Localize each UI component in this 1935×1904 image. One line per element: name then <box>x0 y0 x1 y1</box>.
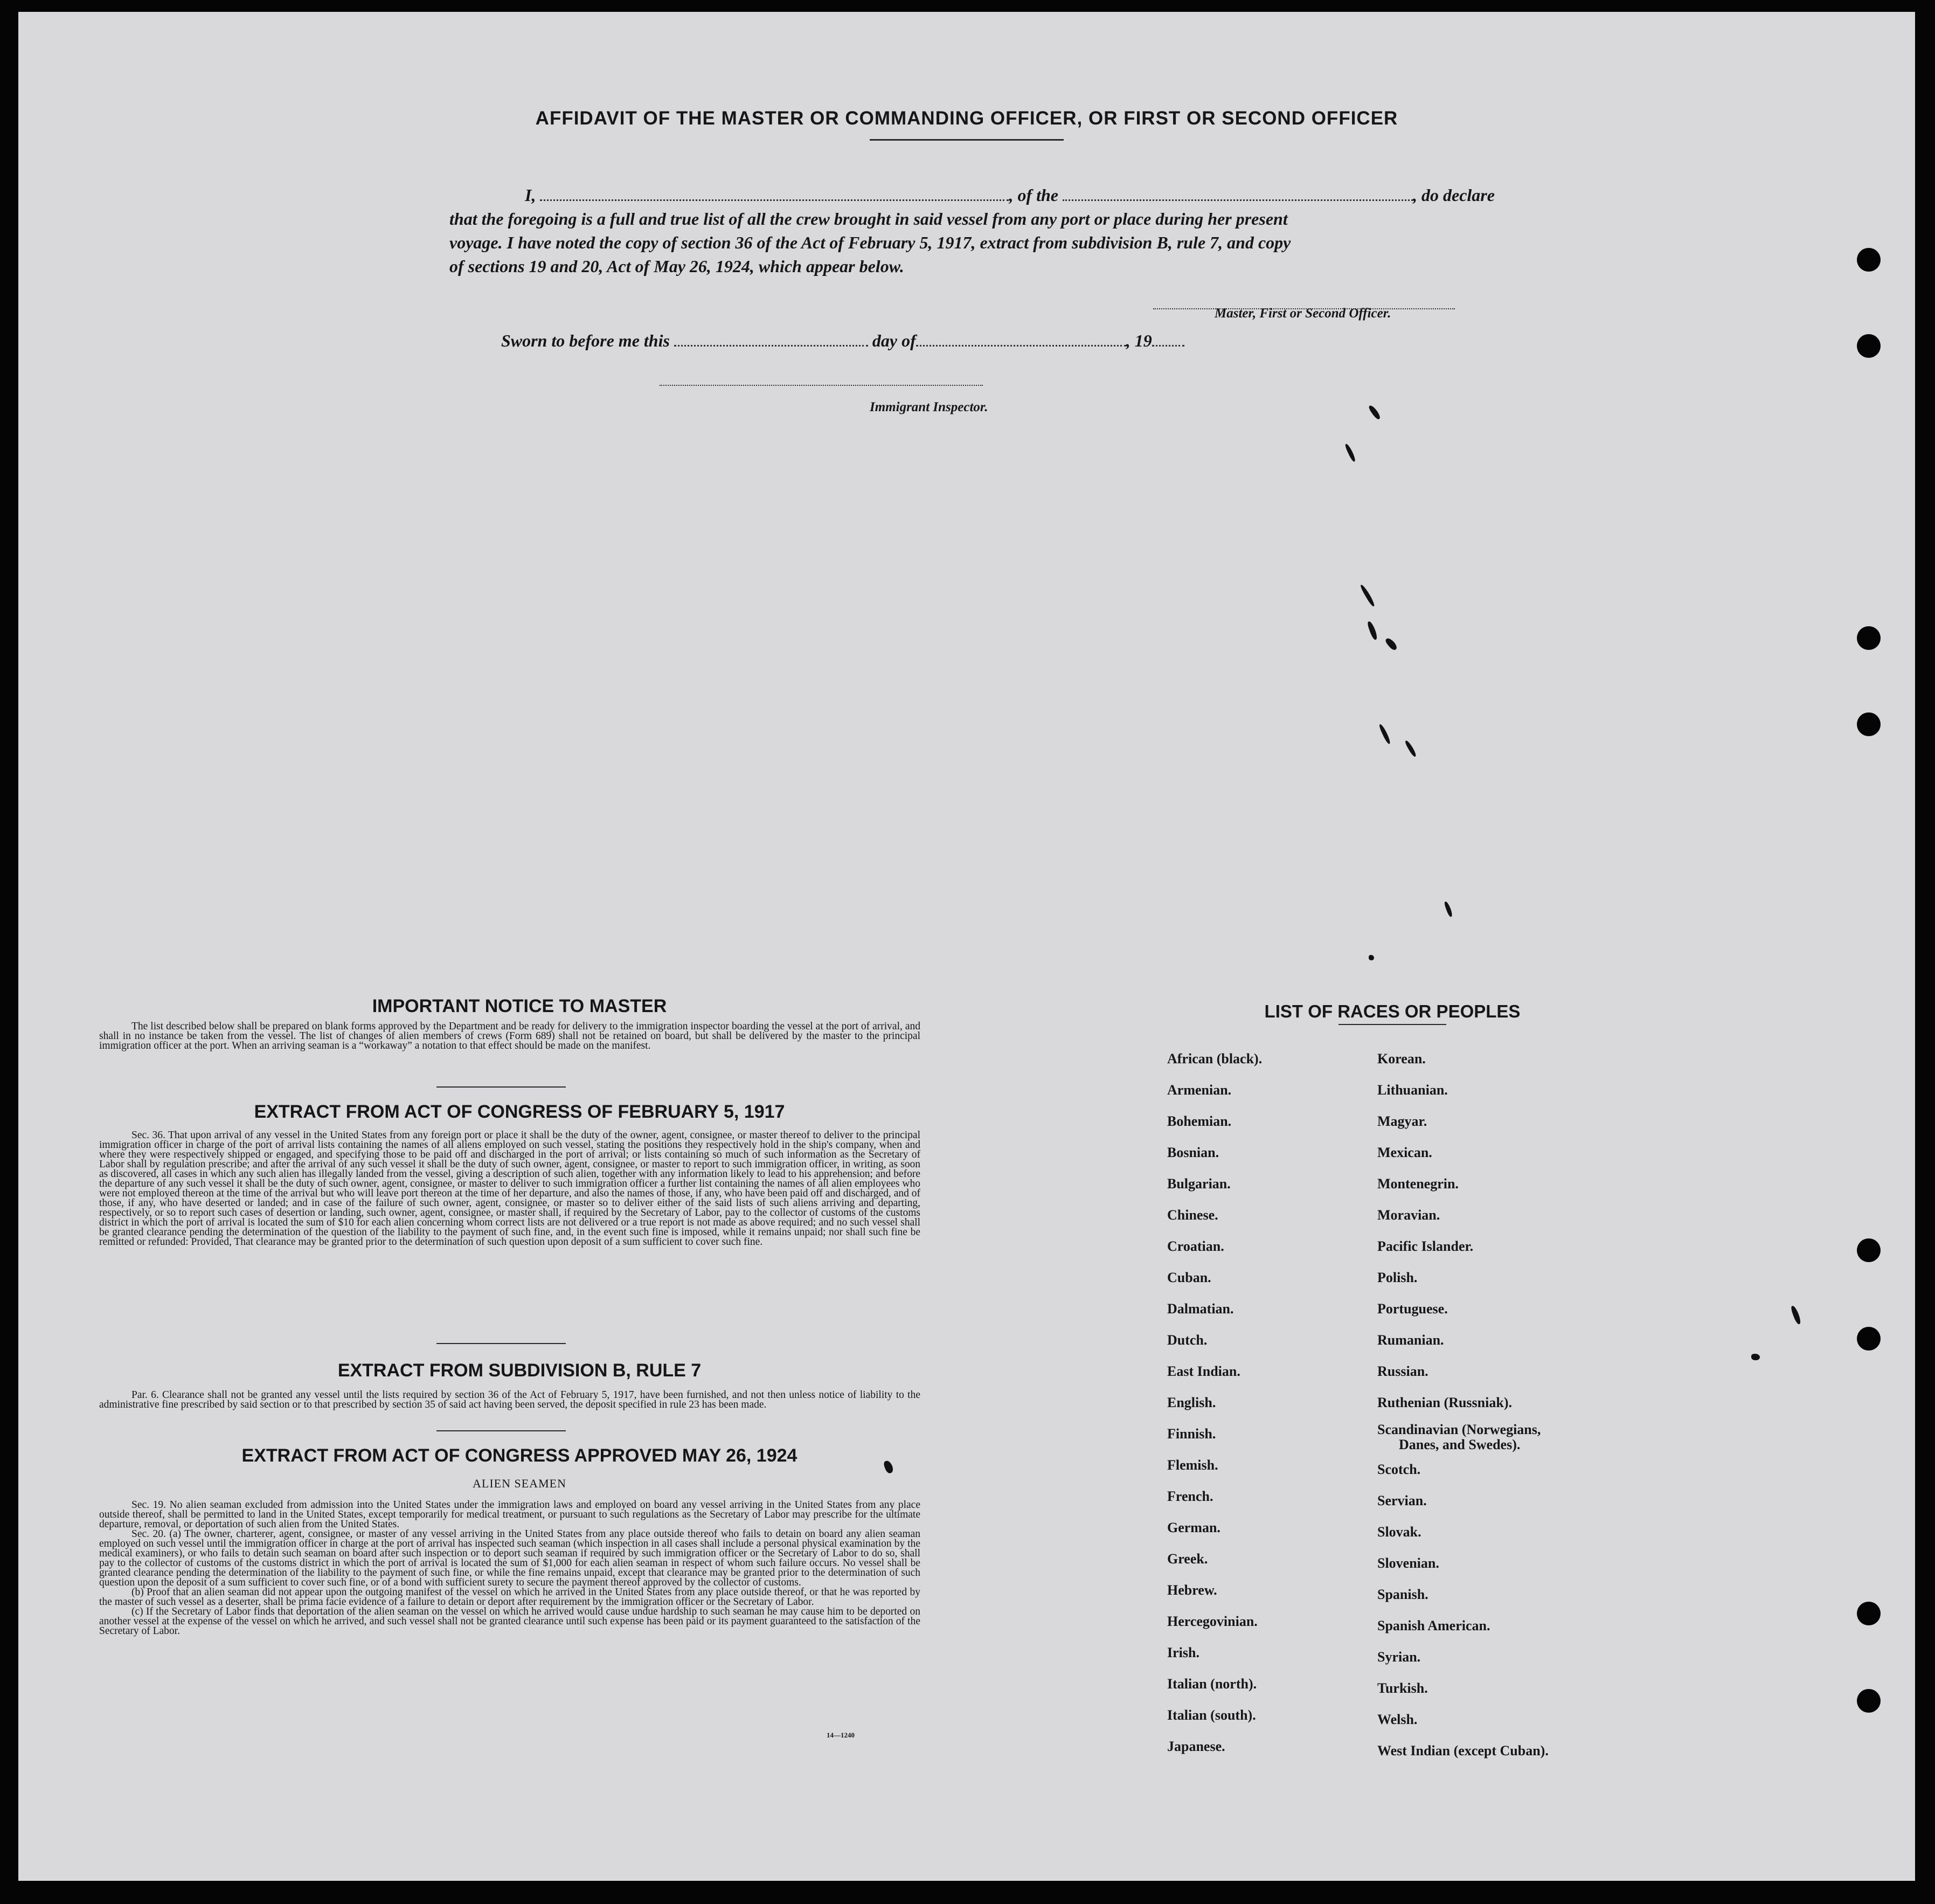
ink-mark <box>1368 404 1381 420</box>
section-20a-text: Sec. 20. (a) The owner, charterer, agent, consignee, or master of any vessel arriving in the United States from any place outside thereof who fails to detain on board any alien seaman employed on such vessel until the immigration officer in charge at the port of arrival has inspected such seaman (which inspection in all cases shall include a personal physical examination by the medical examiners), or who fails to detain such seaman on board after such inspection or to deport such seaman if required by such immigration officer or the Secretary of Labor to do so, shall pay to the collector of customs of the customs district in which the port of arrival is located the sum of $1,000 for each alien seaman in respect of whom such failure occurs. No vessel shall be granted clearance pending the determination of the liability to the payment of such fine, or while the fine remains unpaid, except that clearance may be granted prior to the determination of such question upon the deposit of a sum sufficient to cover such fine, or of a bond with sufficient surety to secure the payment thereof approved by the collector of customs. <box>99 1528 920 1588</box>
race-item: Flemish. <box>1167 1457 1218 1473</box>
vessel-blank <box>1063 185 1413 201</box>
alien-seamen-subtitle: ALIEN SEAMEN <box>473 1477 566 1490</box>
inspector-label: Immigrant Inspector. <box>870 400 988 414</box>
race-item: Cuban. <box>1167 1270 1211 1285</box>
race-item: Spanish American. <box>1377 1618 1490 1633</box>
race-item: Italian (north). <box>1167 1676 1257 1692</box>
section-divider <box>436 1343 566 1344</box>
ink-mark <box>1444 901 1453 918</box>
race-item: Chinese. <box>1167 1207 1218 1223</box>
extract-1917-body <box>99 1131 920 1247</box>
sworn-mid: day of <box>872 331 916 350</box>
race-item: Armenian. <box>1167 1082 1232 1098</box>
race-item: Mexican. <box>1377 1145 1432 1160</box>
ink-mark <box>1790 1305 1802 1325</box>
race-item: Hebrew. <box>1167 1582 1217 1598</box>
extract-rule7-title: EXTRACT FROM SUBDIVISION B, RULE 7 <box>337 1360 702 1381</box>
race-item: Hercegovinian. <box>1167 1614 1258 1629</box>
sworn-year: , 19 <box>1126 331 1152 350</box>
ink-mark <box>1384 636 1398 652</box>
race-item: Spanish. <box>1377 1587 1428 1602</box>
race-item-continuation: Danes, and Swedes). <box>1399 1437 1521 1452</box>
ink-mark <box>1360 584 1376 607</box>
ink-mark <box>1369 955 1374 960</box>
race-item: Slovak. <box>1377 1524 1421 1540</box>
ink-mark <box>1751 1354 1760 1360</box>
section-20c-text: (c) If the Secretary of Labor finds that deportation of the alien seaman on the vessel on which he arrived would cause undue hardship to such seaman he may cause him to be deported on another vessel at the expense of the vessel on which he arrived, and such vessel shall not be granted clearance until such expense has been paid or its payment guaranteed to the satisfaction of the Secretary of Labor. <box>99 1606 920 1637</box>
race-item: Italian (south). <box>1167 1707 1256 1723</box>
inspector-signature-line <box>660 384 983 386</box>
race-item: Bulgarian. <box>1167 1176 1231 1192</box>
race-item: African (black). <box>1167 1051 1263 1067</box>
affidavit-line-4: of sections 19 and 20, Act of May 26, 1924, which appear below. <box>449 257 904 276</box>
race-item: Welsh. <box>1377 1712 1418 1727</box>
extract-1924-title: EXTRACT FROM ACT OF CONGRESS APPROVED MAY 26, 1924 <box>241 1445 797 1466</box>
binder-hole <box>1857 626 1881 650</box>
race-item: Rumanian. <box>1377 1332 1444 1348</box>
race-item: Ruthenian (Russniak). <box>1377 1395 1512 1410</box>
ink-mark <box>1367 620 1378 640</box>
binder-hole <box>1857 1602 1881 1625</box>
races-title: LIST OF RACES OR PEOPLES <box>1264 1001 1521 1021</box>
race-item: Montenegrin. <box>1377 1176 1459 1192</box>
ink-mark <box>1378 723 1391 745</box>
race-item: Portuguese. <box>1377 1301 1448 1317</box>
affidavit-line-1 <box>449 183 1516 207</box>
title-underline <box>870 139 1064 141</box>
race-item: Croatian. <box>1167 1238 1224 1254</box>
race-item: Japanese. <box>1167 1739 1225 1754</box>
section-19-text: Sec. 19. No alien seaman excluded from admission into the United States under the immigration laws and employed on board any vessel arriving in the United States from any place outside thereof, shall be permitted to land in the United States, except temporarily for medical treatment, or pursuant to such regulations as the Secretary of Labor may prescribe for the ultimate departure, removal, or deportation of such alien from the United States. <box>99 1499 920 1530</box>
rule-7-text: Par. 6. Clearance shall not be granted any vessel until the lists required by section 36 of the Act of February 5, 1917, have been furnished, and not then unless notice of liability to the administrative fine prescribed by said section or to that prescribed by section 35 of said act having been served, the deposit specified in rule 23 has been made. <box>99 1389 920 1410</box>
affidavit-title: AFFIDAVIT OF THE MASTER OR COMMANDING OFFICER, OR FIRST OR SECOND OFFICER <box>535 108 1398 129</box>
binder-hole <box>1857 248 1881 272</box>
notice-text: The list described below shall be prepared on blank forms approved by the Department and be ready for delivery to the immigration inspector boarding the vessel at the port of arrival, and shall in no instance be taken from the vessel. The list of changes of alien members of crews (Form 689) shall not be retained on board, but shall be delivered by the master to the principal immigration officer at the port. When an arriving seaman is a “workaway” a notation to that effect should be made on the manifest. <box>99 1021 920 1051</box>
race-item: Syrian. <box>1377 1649 1421 1665</box>
form-number: 14—1240 <box>827 1731 855 1739</box>
sworn-start: Sworn to before me this <box>501 331 670 350</box>
affidavit-line-1-start: I, <box>525 185 536 205</box>
race-item: Greek. <box>1167 1551 1208 1567</box>
sworn-year-blank <box>1152 331 1184 347</box>
race-item: East Indian. <box>1167 1363 1240 1379</box>
binder-hole <box>1857 712 1881 736</box>
affidavit-line-1-end: , do declare <box>1413 185 1495 205</box>
race-item: Dalmatian. <box>1167 1301 1234 1317</box>
race-item: Servian. <box>1377 1493 1427 1508</box>
ink-mark <box>1404 739 1417 757</box>
extract-rule7-body <box>99 1390 920 1410</box>
binder-hole <box>1857 1689 1881 1713</box>
sworn-line <box>501 331 1184 351</box>
race-item: Turkish. <box>1377 1680 1428 1696</box>
race-item: Magyar. <box>1377 1113 1427 1129</box>
name-blank <box>540 185 1009 201</box>
section-36-text: Sec. 36. That upon arrival of any vessel in the United States from any foreign port or place it shall be the duty of the owner, agent, consignee, or master thereof to deliver to the principal immigration officer in charge of the port of arrival lists containing the names of all aliens employed on such vessel, stating the positions they respectively hold in the ship's company, when and where they were respectively shipped or engaged, and specifying those to be paid off and discharged in the port of arrival; or lists containing so much of such information as the Secretary of Labor shall by regulation prescribe; and after the arrival of any such vessel it shall be the duty of such owner, agent, consignee, or master to report to such immigration officer, in writing, as soon as discovered, all cases in which any such alien has illegally landed from the vessel, giving a description of such alien, together with any information likely to lead to his apprehension; and before the departure of any such vessel it shall be the duty of such owner, agent, consignee, or master to deliver to such immigration officer a further list containing the names of all alien employees who were not employed thereon at the time of the arrival but who will leave port thereon at the time of her departure, and also the names of those, if any, who have been paid off and discharged, and of those, if any, who have deserted or landed; and in case of the failure of such owner, agent, consignee, or master so to deliver either of the said lists of such aliens arriving and departing, respectively, or so to report such cases of desertion or landing, such owner, agent, consignee, or master shall, if required by the Secretary of Labor, pay to the collector of customs of the customs district in which the port of arrival is located the sum of $10 for each alien concerning whom correct lists are not delivered or a true report is not made as above required; and no such vessel shall be granted clearance pending the determination of the question of the liability to the payment of such fine, and, in the event such fine is imposed, while it remains unpaid; nor shall such fine be remitted or refunded: Provided, That clearance may be granted prior to the determination of such question upon deposit of a sum sufficient to cover such fine. <box>99 1130 920 1248</box>
sworn-day-blank <box>674 331 868 347</box>
race-item: Korean. <box>1377 1051 1426 1067</box>
race-item: Russian. <box>1377 1363 1428 1379</box>
sworn-month-blank <box>916 331 1126 347</box>
race-item: Scandinavian (Norwegians, <box>1377 1422 1541 1437</box>
race-item: Dutch. <box>1167 1332 1208 1348</box>
notice-title: IMPORTANT NOTICE TO MASTER <box>372 996 667 1016</box>
section-20b-text: (b) Proof that an alien seaman did not appear upon the outgoing manifest of the vessel on which he arrived in the United States from any place outside thereof, or that he was reported by the master of such vessel as a deserter, shall be prima facie evidence of a failure to detain or deport after requirement by the immigration officer or the Secretary of Labor. <box>99 1587 920 1608</box>
binder-hole <box>1857 1238 1881 1262</box>
race-item: Bohemian. <box>1167 1113 1232 1129</box>
binder-hole <box>1857 1327 1881 1351</box>
extract-1917-title: EXTRACT FROM ACT OF CONGRESS OF FEBRUARY 5, 1917 <box>254 1102 785 1122</box>
race-item: French. <box>1167 1488 1213 1504</box>
race-item: Finnish. <box>1167 1426 1216 1442</box>
race-item: German. <box>1167 1520 1220 1535</box>
notice-body <box>99 1022 920 1051</box>
race-item: West Indian (except Cuban). <box>1377 1743 1549 1758</box>
document-page <box>18 12 1915 1881</box>
binder-hole <box>1857 334 1881 358</box>
race-item: Pacific Islander. <box>1377 1238 1474 1254</box>
section-divider <box>436 1086 566 1088</box>
race-item: Slovenian. <box>1377 1555 1439 1571</box>
affidavit-line-2: that the foregoing is a full and true list of all the crew brought in said vessel from any port or place during her present <box>449 209 1288 229</box>
section-divider <box>436 1430 566 1431</box>
race-item: Scotch. <box>1377 1462 1421 1477</box>
race-item: Bosnian. <box>1167 1145 1219 1160</box>
races-title-underline <box>1338 1024 1446 1025</box>
affidavit-line-1-mid: , of the <box>1009 185 1058 205</box>
race-item: Lithuanian. <box>1377 1082 1448 1098</box>
extract-1924-body <box>99 1500 920 1636</box>
race-item: English. <box>1167 1395 1216 1410</box>
ink-mark <box>1344 443 1356 462</box>
race-item: Polish. <box>1377 1270 1418 1285</box>
signature-label: Master, First or Second Officer. <box>1215 306 1391 321</box>
affidavit-line-3: voyage. I have noted the copy of section 36 of the Act of February 5, 1917, extract from subdivision B, rule 7, and copy <box>449 233 1291 252</box>
affidavit-body <box>449 183 1516 278</box>
race-item: Irish. <box>1167 1645 1199 1660</box>
race-item: Moravian. <box>1377 1207 1440 1223</box>
